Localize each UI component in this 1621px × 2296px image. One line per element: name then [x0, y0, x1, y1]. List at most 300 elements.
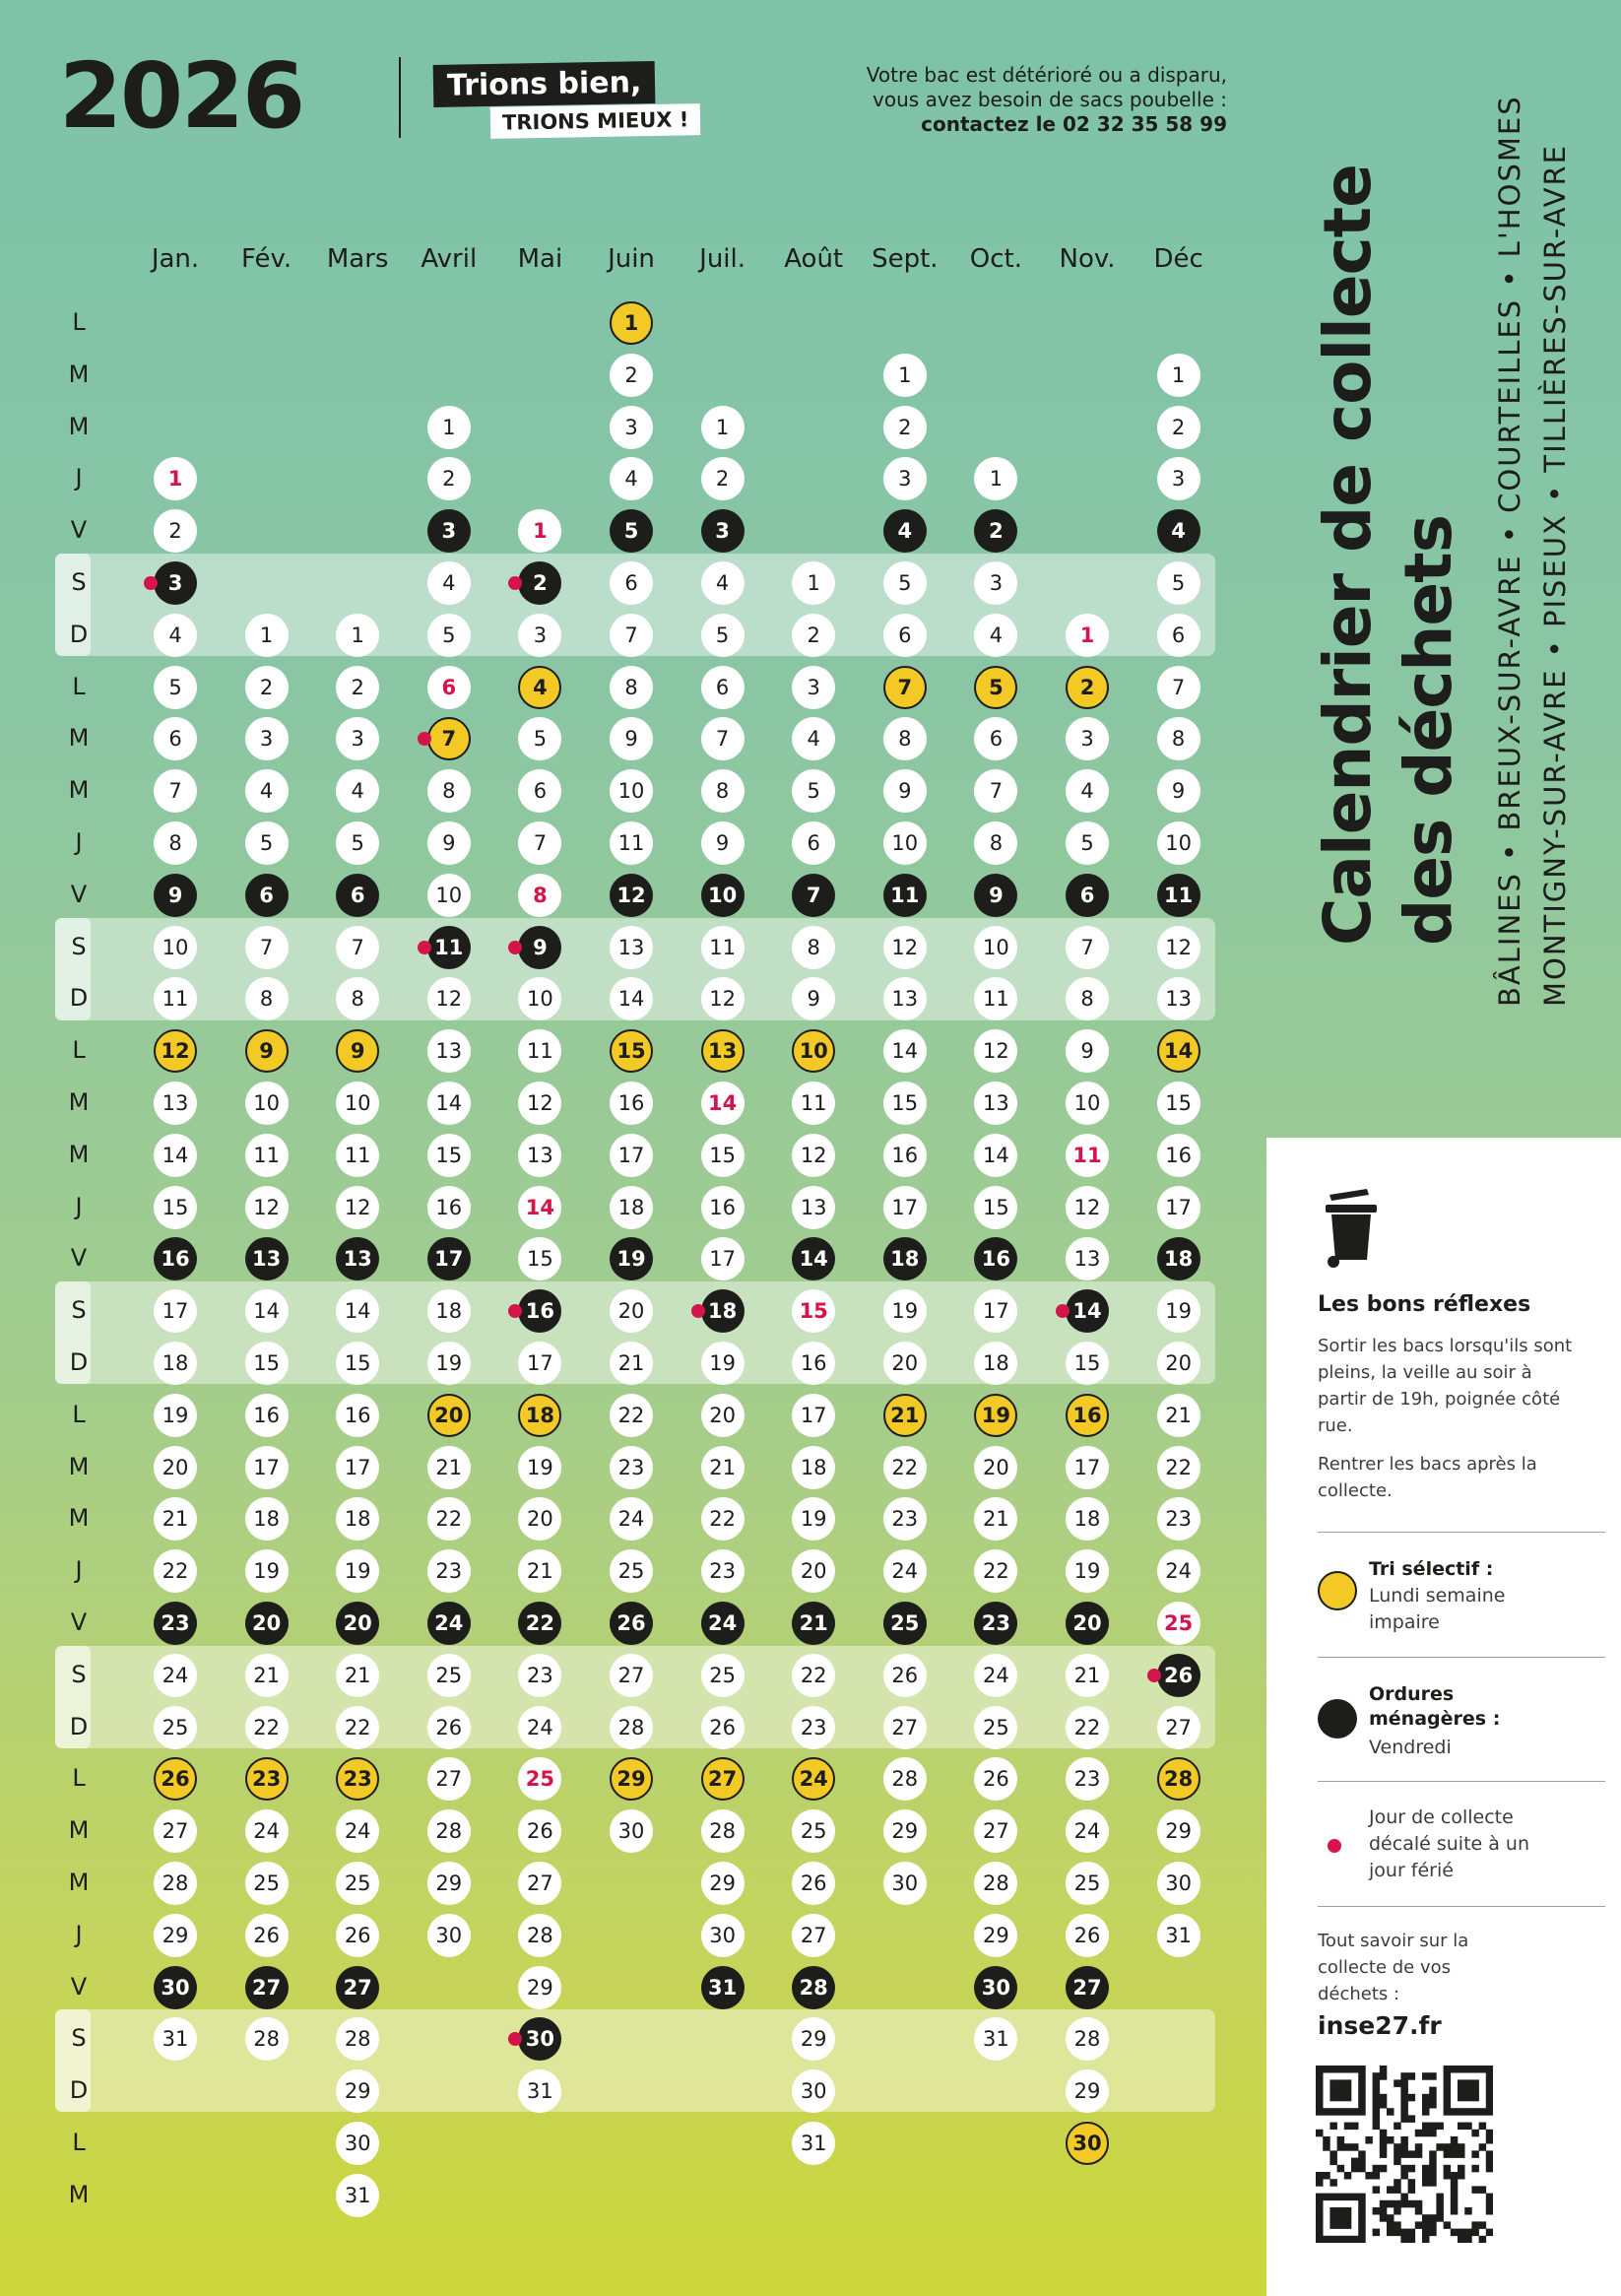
day-cell: 24: [883, 1549, 927, 1593]
household-collection-day: 21: [792, 1602, 835, 1645]
month-header: Jan.: [151, 244, 200, 274]
day-cell: 19: [518, 1446, 561, 1489]
day-cell: 16: [610, 1082, 653, 1125]
day-cell: 28: [701, 1809, 745, 1853]
day-cell: 20: [883, 1342, 927, 1385]
contact-phone[interactable]: contactez le 02 32 35 58 99: [921, 112, 1227, 136]
divider: [1318, 1781, 1605, 1782]
day-cell: 10: [518, 977, 561, 1020]
day-cell: 10: [336, 1082, 379, 1125]
day-cell: 18: [336, 1497, 379, 1541]
day-cell: 30: [1157, 1862, 1200, 1905]
day-cell: 19: [883, 1289, 927, 1333]
holiday-day-cell: 15: [792, 1289, 835, 1333]
day-cell: 28: [610, 1706, 653, 1749]
day-cell: 27: [610, 1654, 653, 1697]
day-cell: 8: [701, 769, 745, 813]
weekday-letter: M: [68, 2180, 90, 2208]
household-collection-day: 28: [792, 1966, 835, 2009]
household-collection-day: 4: [883, 509, 927, 553]
weekday-letter: S: [71, 1296, 87, 1325]
selective-collection-day: 14: [1157, 1029, 1200, 1073]
day-cell: 5: [427, 614, 471, 657]
day-cell: 27: [792, 1914, 835, 1957]
selective-collection-day: 21: [883, 1394, 927, 1437]
day-cell: 19: [792, 1497, 835, 1541]
selective-collection-day: 23: [245, 1757, 289, 1801]
day-cell: 15: [1066, 1342, 1109, 1385]
weekday-letter: V: [70, 1244, 88, 1273]
day-cell: 13: [883, 977, 927, 1020]
day-cell: 23: [701, 1549, 745, 1593]
day-cell: 15: [518, 1237, 561, 1280]
day-cell: 20: [610, 1289, 653, 1333]
day-cell: 20: [518, 1497, 561, 1541]
household-collection-day: 18: [1157, 1237, 1200, 1280]
slogan-line-1: Trions bien,: [433, 61, 656, 107]
day-cell: 12: [1157, 926, 1200, 969]
day-cell: 24: [974, 1654, 1017, 1697]
weekday-letter: M: [68, 1504, 90, 1533]
day-cell: 1: [974, 457, 1017, 500]
month-header: Mai: [517, 244, 563, 274]
household-collection-day: 6: [245, 874, 289, 917]
day-cell: 12: [427, 977, 471, 1020]
day-cell: 29: [883, 1809, 927, 1853]
selective-collection-day: 29: [610, 1757, 653, 1801]
day-cell: 8: [336, 977, 379, 1020]
day-cell: 11: [701, 926, 745, 969]
household-collection-day: 31: [701, 1966, 745, 2009]
day-cell: 22: [154, 1549, 197, 1593]
selective-collection-day: 10: [792, 1029, 835, 1073]
day-cell: 22: [701, 1497, 745, 1541]
day-cell: 3: [1157, 457, 1200, 500]
day-cell: 2: [610, 354, 653, 397]
day-cell: 19: [427, 1342, 471, 1385]
household-collection-day: 12: [610, 874, 653, 917]
day-cell: 27: [518, 1862, 561, 1905]
day-cell: 4: [1066, 769, 1109, 813]
holiday-day-cell: 1: [154, 457, 197, 500]
qr-code[interactable]: [1316, 2066, 1493, 2243]
day-cell: 6: [974, 717, 1017, 760]
day-cell: 25: [427, 1654, 471, 1697]
holiday-day-cell: 11: [1066, 1134, 1109, 1177]
day-cell: 4: [427, 561, 471, 605]
holiday-day-cell: 25: [518, 1757, 561, 1801]
household-collection-day: 11: [883, 874, 927, 917]
day-cell: 23: [610, 1446, 653, 1489]
household-collection-day: 24: [427, 1602, 471, 1645]
day-cell: 11: [974, 977, 1017, 1020]
holiday-day-cell: 14: [701, 1082, 745, 1125]
day-cell: 28: [154, 1862, 197, 1905]
day-cell: 15: [336, 1342, 379, 1385]
day-cell: 21: [1066, 1654, 1109, 1697]
day-cell: 1: [792, 561, 835, 605]
weekday-letter: M: [68, 776, 90, 805]
household-collection-day: 11: [1157, 874, 1200, 917]
day-cell: 7: [336, 926, 379, 969]
divider: [1318, 1657, 1605, 1658]
household-collection-day: 2: [518, 561, 561, 605]
weekday-letter: M: [68, 1452, 90, 1480]
day-cell: 20: [974, 1446, 1017, 1489]
day-cell: 19: [154, 1394, 197, 1437]
day-cell: 2: [245, 666, 289, 709]
day-cell: 21: [701, 1446, 745, 1489]
day-cell: 17: [518, 1342, 561, 1385]
day-cell: 17: [974, 1289, 1017, 1333]
day-cell: 16: [245, 1394, 289, 1437]
day-cell: 25: [974, 1706, 1017, 1749]
day-cell: 30: [883, 1862, 927, 1905]
selective-collection-day: 7: [883, 666, 927, 709]
day-cell: 5: [701, 614, 745, 657]
day-cell: 8: [792, 926, 835, 969]
day-cell: 20: [154, 1446, 197, 1489]
day-cell: 12: [974, 1029, 1017, 1073]
weekday-letter: V: [70, 1608, 88, 1636]
day-cell: 21: [154, 1497, 197, 1541]
day-cell: 23: [427, 1549, 471, 1593]
day-cell: 15: [427, 1134, 471, 1177]
day-cell: 1: [701, 406, 745, 449]
day-cell: 8: [1066, 977, 1109, 1020]
day-cell: 22: [427, 1497, 471, 1541]
shifted-collection-dot: [691, 1304, 705, 1318]
day-cell: 17: [154, 1289, 197, 1333]
day-cell: 11: [154, 977, 197, 1020]
day-cell: 30: [336, 2122, 379, 2165]
day-cell: 21: [245, 1654, 289, 1697]
household-collection-day: 2: [974, 509, 1017, 553]
contact-line-1: Votre bac est détérioré ou a disparu,: [866, 63, 1227, 87]
day-cell: 28: [883, 1757, 927, 1801]
day-cell: 29: [336, 2069, 379, 2113]
day-cell: 28: [1066, 2017, 1109, 2061]
month-header: Juin: [608, 244, 655, 274]
weekday-letter: M: [68, 1816, 90, 1845]
day-cell: 24: [518, 1706, 561, 1749]
holiday-day-cell: 8: [518, 874, 561, 917]
household-collection-day: 7: [792, 874, 835, 917]
day-cell: 22: [336, 1706, 379, 1749]
day-cell: 10: [154, 926, 197, 969]
more-info-text: Tout savoir sur la collecte de vos déchets :: [1318, 1931, 1469, 2004]
day-cell: 19: [701, 1342, 745, 1385]
day-cell: 29: [427, 1862, 471, 1905]
day-cell: 10: [1066, 1082, 1109, 1125]
day-cell: 21: [336, 1654, 379, 1697]
household-collection-day: 3: [701, 509, 745, 553]
household-collection-day: 23: [974, 1602, 1017, 1645]
legend-selective-text: Lundi semaine impaire: [1369, 1585, 1506, 1633]
day-cell: 11: [336, 1134, 379, 1177]
year-heading: 2026: [59, 43, 304, 149]
day-cell: 30: [427, 1914, 471, 1957]
day-cell: 17: [610, 1134, 653, 1177]
day-cell: 14: [974, 1134, 1017, 1177]
day-cell: 7: [245, 926, 289, 969]
day-cell: 22: [610, 1394, 653, 1437]
weekday-letter: J: [75, 1192, 83, 1220]
day-cell: 2: [427, 457, 471, 500]
weekday-letter: M: [68, 724, 90, 753]
day-cell: 7: [610, 614, 653, 657]
household-collection-day: 26: [610, 1602, 653, 1645]
day-cell: 29: [974, 1914, 1017, 1957]
household-collection-day: 6: [336, 874, 379, 917]
household-collection-day: 20: [336, 1602, 379, 1645]
selective-collection-day: 2: [1066, 666, 1109, 709]
day-cell: 9: [883, 769, 927, 813]
day-cell: 26: [245, 1914, 289, 1957]
day-cell: 26: [427, 1706, 471, 1749]
day-cell: 9: [1157, 769, 1200, 813]
day-cell: 13: [1066, 1237, 1109, 1280]
selective-collection-day: 15: [610, 1029, 653, 1073]
day-cell: 8: [883, 717, 927, 760]
weekday-letter: M: [68, 1869, 90, 1896]
day-cell: 3: [336, 717, 379, 760]
divider: [1318, 1906, 1605, 1907]
day-cell: 15: [245, 1342, 289, 1385]
day-cell: 18: [154, 1342, 197, 1385]
day-cell: 21: [427, 1446, 471, 1489]
day-cell: 1: [336, 614, 379, 657]
day-cell: 11: [518, 1029, 561, 1073]
day-cell: 8: [245, 977, 289, 1020]
weekday-letter: L: [72, 1036, 86, 1065]
day-cell: 19: [245, 1549, 289, 1593]
weekday-letter: S: [71, 932, 87, 960]
selective-collection-day: 4: [518, 666, 561, 709]
household-collection-day: 9: [974, 874, 1017, 917]
selective-collection-day: 16: [1066, 1394, 1109, 1437]
day-cell: 23: [518, 1654, 561, 1697]
day-cell: 21: [610, 1342, 653, 1385]
day-cell: 18: [427, 1289, 471, 1333]
weekend-band: [55, 2009, 1215, 2112]
household-collection-day: 17: [427, 1237, 471, 1280]
day-cell: 22: [974, 1549, 1017, 1593]
legend-selective-dot: [1318, 1571, 1357, 1610]
day-cell: 17: [336, 1446, 379, 1489]
town-list-line-1: BÂLINES • BREUX-SUR-AVRE • COURTEILLES • L'HOSMES: [1493, 95, 1526, 1007]
day-cell: 28: [245, 2017, 289, 2061]
contact-line-2: vous avez besoin de sacs poubelle :: [873, 88, 1227, 111]
day-cell: 23: [1066, 1757, 1109, 1801]
holiday-day-cell: 14: [518, 1186, 561, 1229]
calendar-title-line-2: des déchets: [1391, 515, 1466, 946]
day-cell: 25: [792, 1809, 835, 1853]
day-cell: 1: [1157, 354, 1200, 397]
day-cell: 2: [792, 614, 835, 657]
day-cell: 9: [427, 821, 471, 865]
day-cell: 10: [1157, 821, 1200, 865]
trash-bin-icon: [1324, 1189, 1379, 1270]
divider: [1318, 1532, 1605, 1533]
day-cell: 24: [1157, 1549, 1200, 1593]
day-cell: 28: [974, 1862, 1017, 1905]
day-cell: 3: [518, 614, 561, 657]
day-cell: 7: [518, 821, 561, 865]
day-cell: 3: [792, 666, 835, 709]
household-collection-day: 26: [1157, 1654, 1200, 1697]
day-cell: 21: [518, 1549, 561, 1593]
day-cell: 31: [974, 2017, 1017, 2061]
day-cell: 12: [336, 1186, 379, 1229]
day-cell: 11: [610, 821, 653, 865]
weekday-letter: J: [75, 1920, 83, 1948]
day-cell: 3: [1066, 717, 1109, 760]
month-header: Oct.: [969, 244, 1022, 274]
day-cell: 31: [1157, 1914, 1200, 1957]
day-cell: 5: [1157, 561, 1200, 605]
day-cell: 14: [883, 1029, 927, 1073]
day-cell: 18: [610, 1186, 653, 1229]
weekday-letter: D: [69, 984, 89, 1013]
day-cell: 3: [610, 406, 653, 449]
day-cell: 19: [1157, 1289, 1200, 1333]
household-collection-day: 30: [518, 2017, 561, 2061]
day-cell: 14: [336, 1289, 379, 1333]
day-cell: 5: [883, 561, 927, 605]
household-collection-day: 5: [610, 509, 653, 553]
day-cell: 30: [792, 2069, 835, 2113]
day-cell: 31: [154, 2017, 197, 2061]
day-cell: 22: [1157, 1446, 1200, 1489]
day-cell: 26: [518, 1809, 561, 1853]
day-cell: 30: [701, 1914, 745, 1957]
day-cell: 24: [154, 1654, 197, 1697]
day-cell: 7: [154, 769, 197, 813]
weekday-letter: V: [70, 516, 88, 545]
day-cell: 6: [701, 666, 745, 709]
day-cell: 9: [701, 821, 745, 865]
day-cell: 11: [792, 1082, 835, 1125]
day-cell: 16: [336, 1394, 379, 1437]
day-cell: 27: [1157, 1706, 1200, 1749]
day-cell: 31: [518, 2069, 561, 2113]
household-collection-day: 13: [245, 1237, 289, 1280]
day-cell: 29: [701, 1862, 745, 1905]
day-cell: 4: [154, 614, 197, 657]
day-cell: 23: [883, 1497, 927, 1541]
calendar-title-line-1: Calendrier de collecte: [1310, 164, 1386, 946]
household-collection-day: 22: [518, 1602, 561, 1645]
day-cell: 10: [883, 821, 927, 865]
selective-collection-day: 27: [701, 1757, 745, 1801]
household-collection-day: 30: [974, 1966, 1017, 2009]
panel-tip-2: Rentrer les bacs après la collecte.: [1318, 1454, 1537, 1501]
household-collection-day: 16: [518, 1289, 561, 1333]
day-cell: 13: [974, 1082, 1017, 1125]
day-cell: 22: [883, 1446, 927, 1489]
slogan-line-2: TRIONS MIEUX !: [490, 103, 701, 139]
selective-collection-day: 13: [701, 1029, 745, 1073]
day-cell: 13: [427, 1029, 471, 1073]
household-collection-day: 20: [245, 1602, 289, 1645]
calendar-title: [1308, 59, 1505, 946]
day-cell: 13: [1157, 977, 1200, 1020]
day-cell: 4: [610, 457, 653, 500]
selective-collection-day: 1: [610, 301, 653, 345]
household-collection-day: 13: [336, 1237, 379, 1280]
day-cell: 27: [883, 1706, 927, 1749]
selective-collection-day: 20: [427, 1394, 471, 1437]
weekday-letter: S: [71, 2024, 87, 2053]
household-collection-day: 27: [245, 1966, 289, 2009]
day-cell: 18: [792, 1446, 835, 1489]
day-cell: 21: [1157, 1394, 1200, 1437]
shifted-collection-dot: [144, 576, 158, 590]
day-cell: 23: [1157, 1497, 1200, 1541]
month-header: Déc: [1153, 244, 1203, 274]
weekday-letter: S: [71, 568, 87, 596]
weekday-letter: J: [75, 1556, 83, 1585]
day-cell: 12: [792, 1134, 835, 1177]
household-collection-day: 16: [974, 1237, 1017, 1280]
selective-collection-day: 30: [1066, 2122, 1109, 2165]
household-collection-day: 30: [154, 1966, 197, 2009]
holiday-day-cell: 25: [1157, 1602, 1200, 1645]
day-cell: 5: [792, 769, 835, 813]
legend-household-text: Vendredi: [1369, 1737, 1452, 1758]
day-cell: 12: [883, 926, 927, 969]
weekday-letter: D: [69, 1712, 89, 1740]
month-header: Avril: [421, 244, 478, 274]
day-cell: 16: [701, 1186, 745, 1229]
website-link[interactable]: inse27.fr: [1318, 2011, 1442, 2040]
weekday-letter: L: [72, 308, 86, 336]
day-cell: 19: [1066, 1549, 1109, 1593]
household-collection-day: 9: [518, 926, 561, 969]
day-cell: 22: [1066, 1706, 1109, 1749]
household-collection-day: 25: [883, 1602, 927, 1645]
household-collection-day: 20: [1066, 1602, 1109, 1645]
holiday-day-cell: 1: [518, 509, 561, 553]
day-cell: 9: [1066, 1029, 1109, 1073]
day-cell: 10: [245, 1082, 289, 1125]
day-cell: 24: [1066, 1809, 1109, 1853]
day-cell: 3: [883, 457, 927, 500]
weekday-letter: D: [69, 620, 89, 648]
day-cell: 17: [792, 1394, 835, 1437]
day-cell: 3: [245, 717, 289, 760]
day-cell: 27: [154, 1809, 197, 1853]
day-cell: 28: [518, 1914, 561, 1957]
day-cell: 3: [974, 561, 1017, 605]
weekday-letter: M: [68, 1088, 90, 1116]
day-cell: 29: [792, 2017, 835, 2061]
shifted-collection-dot: [508, 941, 522, 954]
day-cell: 5: [1066, 821, 1109, 865]
household-collection-day: 18: [701, 1289, 745, 1333]
day-cell: 15: [701, 1134, 745, 1177]
household-collection-day: 11: [427, 926, 471, 969]
weekday-letter: M: [68, 360, 90, 388]
selective-collection-day: 12: [154, 1029, 197, 1073]
town-list-line-2: MONTIGNY-SUR-AVRE • PISEUX • TILLIÈRES-SUR-AVRE: [1538, 144, 1572, 1007]
day-cell: 13: [792, 1186, 835, 1229]
day-cell: 17: [1066, 1446, 1109, 1489]
weekday-letter: L: [72, 1764, 86, 1793]
day-cell: 25: [701, 1654, 745, 1697]
day-cell: 13: [518, 1134, 561, 1177]
